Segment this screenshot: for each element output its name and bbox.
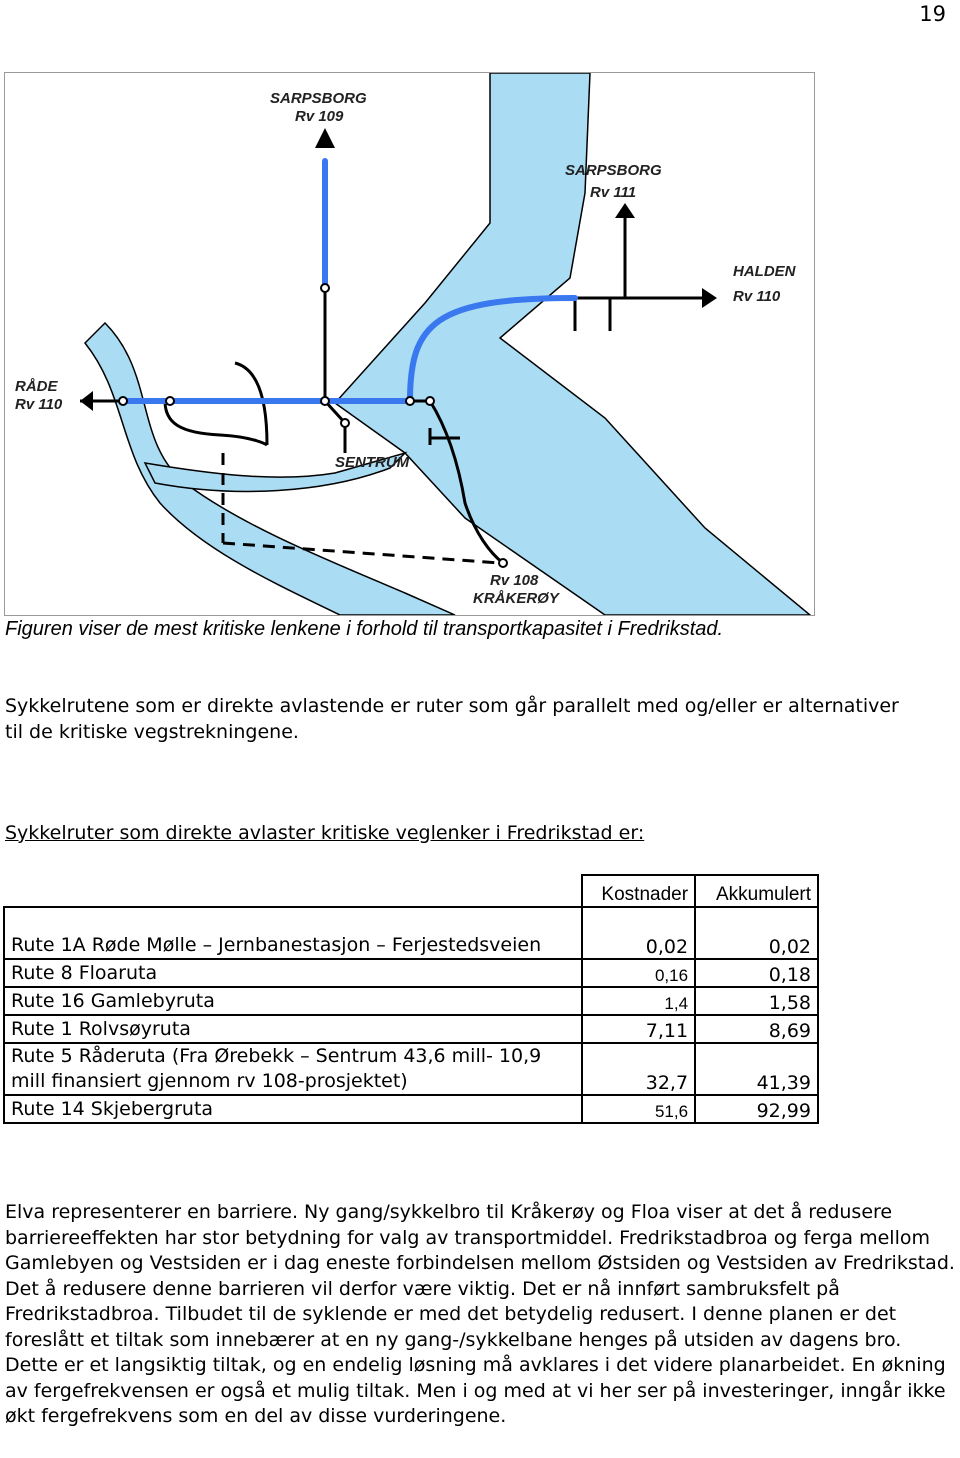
route-accum: 92,99 — [695, 1095, 818, 1123]
header-blank — [4, 875, 582, 907]
map-label-sarpsborg-109-city: SARPSBORG — [270, 90, 367, 107]
route-accum: 8,69 — [695, 1015, 818, 1043]
page-number: 19 — [919, 2, 946, 26]
route-cost: 0,16 — [582, 959, 695, 987]
map-label-kraakeroy-road: Rv 108 — [490, 572, 539, 589]
table-row — [4, 907, 818, 959]
route-accum: 0,18 — [695, 959, 818, 987]
river-route-map — [5, 73, 814, 615]
map-label-halden-road: Rv 110 — [733, 288, 781, 305]
route-name: Rute 14 Skjebergruta — [4, 1095, 582, 1123]
route-name: Rute 8 Floaruta — [4, 959, 582, 987]
river-east-arm — [335, 73, 810, 615]
paragraph-intro: Sykkelrutene som er direkte avlastende er ruter som går parallelt med og/eller er alternativer til de kritiske vegstrekningene. — [5, 695, 899, 743]
table-row — [4, 1015, 818, 1043]
map-figure — [4, 72, 815, 616]
route-cost: 7,11 — [582, 1015, 695, 1043]
routes-table — [3, 874, 819, 1124]
map-label-halden-city: HALDEN — [733, 263, 796, 280]
map-label-sentrum: SENTRUM — [335, 454, 410, 471]
map-label-sarpsborg-111-road: Rv 111 — [590, 184, 637, 201]
route-cost: 1,4 — [582, 987, 695, 1015]
map-label-kraakeroy-city: KRÅKERØY — [473, 590, 559, 607]
map-label-sarpsborg-111-city: SARPSBORG — [565, 162, 662, 179]
table-row — [4, 1095, 818, 1123]
route-accum: 41,39 — [695, 1043, 818, 1095]
map-label-rade-city: RÅDE — [15, 378, 58, 395]
table-heading: Sykkelruter som direkte avlaster kritiske veglenker i Fredrikstad er: — [5, 822, 645, 844]
route-accum: 1,58 — [695, 987, 818, 1015]
header-cost: Kostnader — [582, 875, 695, 907]
route-cost: 32,7 — [582, 1043, 695, 1095]
route-name: Rute 5 Råderuta (Fra Ørebekk – Sentrum 43,6 mill- 10,9 mill finansiert gjennom rv 108-prosjektet) — [4, 1043, 582, 1095]
table-header-row — [4, 875, 818, 907]
table-row — [4, 987, 818, 1015]
map-label-sarpsborg-109-road: Rv 109 — [295, 108, 344, 125]
map-label-rade-road: Rv 110 — [15, 396, 63, 413]
route-name: Rute 16 Gamlebyruta — [4, 987, 582, 1015]
header-accum: Akkumulert — [695, 875, 818, 907]
route-cost: 51,6 — [582, 1095, 695, 1123]
route-name: Rute 1 Rolvsøyruta — [4, 1015, 582, 1043]
route-cost: 0,02 — [582, 907, 695, 959]
route-name: Rute 1A Røde Mølle – Jernbanestasjon – Ferjestedsveien — [4, 907, 582, 959]
table-row — [4, 959, 818, 987]
route-accum: 0,02 — [695, 907, 818, 959]
figure-caption: Figuren viser de mest kritiske lenkene i forhold til transportkapasitet i Fredrikstad. — [5, 618, 724, 640]
table-row — [4, 1043, 818, 1095]
paragraph-barrier: Elva representerer en barriere. Ny gang/sykkelbro til Kråkerøy og Floa viser at det å redusere barriereeffekten har stor betydning for valg av transportmiddel. Fredrikstadbroa og ferga mellom Gamlebyen og Vestsiden er i dag eneste forbindelsen mellom Østsiden og Vestsiden av Fredrikstad. Det å redusere denne barrieren vil derfor være viktig. Det er nå innført sambruksfelt på Fredrikstadbroa. Tilbudet til de syklende er med det betydelig redusert. I denne planen er det foreslått et tiltak som innebærer at en ny gang-/sykkelbane henges på utsiden av dagens bro. Dette er et langsiktig tiltak, og en endelig løsning må avklares i det videre planarbeidet. En økning av fergefrekvensen er også et mulig tiltak. Men i og med at vi her ser på investeringer, inngår ikke økt fergefrekvens som en del av disse vurderingene. — [5, 1201, 955, 1427]
